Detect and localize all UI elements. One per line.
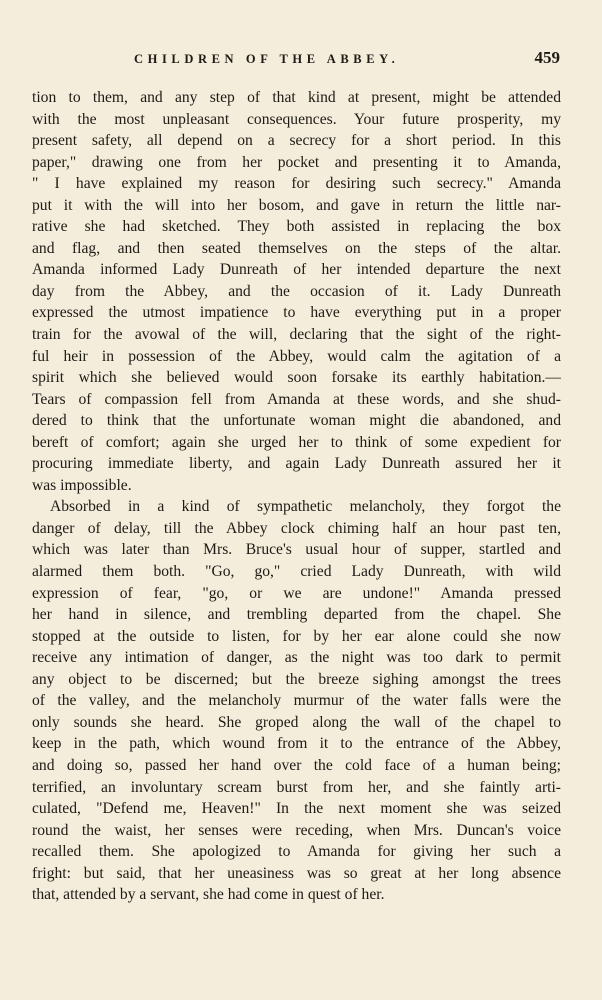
- text-line: [32, 152, 561, 174]
- text-line-content: alarmed them both. "Go, go," cried Lady Dunreath, with wild: [32, 563, 561, 581]
- text-line-content: only sounds she heard. She groped along the wall of the chapel to: [32, 713, 561, 731]
- text-line: [32, 561, 561, 583]
- text-line-content: expressed the utmost impatience to have everything put in a proper: [32, 304, 561, 322]
- text-line-content: Absorbed in a kind of sympathetic melancholy, they forgot the: [50, 498, 561, 516]
- text-line-content: of the valley, and the melancholy murmur of the water falls were the: [32, 692, 561, 710]
- text-line: [32, 539, 561, 561]
- text-line: [32, 647, 561, 669]
- text-line: [32, 755, 561, 777]
- text-line: [32, 410, 561, 432]
- text-line-content: expression of fear, "go, or we are undone!" Amanda pressed: [32, 584, 561, 602]
- text-line: [32, 690, 561, 712]
- text-line-content: " I have explained my reason for desiring such secrecy." Amanda: [32, 175, 561, 193]
- text-line: [32, 367, 561, 389]
- text-line: [32, 518, 561, 540]
- text-line: [32, 841, 561, 863]
- text-line-content: terrified, an involuntary scream burst from her, and she faintly arti-: [32, 778, 561, 796]
- text-line-content: fright: but said, that her uneasiness was so great at her long absence: [32, 864, 561, 882]
- paragraph: [32, 87, 561, 496]
- text-line-content: culated, "Defend me, Heaven!" In the next moment she was seized: [32, 800, 561, 818]
- text-line: [32, 733, 561, 755]
- text-line: [32, 863, 561, 885]
- text-line: [32, 604, 561, 626]
- text-line-content: train for the avowal of the will, declaring that the sight of the right-: [32, 326, 561, 344]
- text-line: [32, 777, 561, 799]
- text-line-content: round the waist, her senses were receding, when Mrs. Duncan's voice: [32, 821, 561, 839]
- text-line-content: Tears of compassion fell from Amanda at these words, and she shud-: [32, 390, 561, 408]
- text-line: [32, 238, 561, 260]
- page-header: [0, 48, 602, 72]
- text-line-content: was impossible.: [32, 476, 132, 494]
- page-number: 459: [534, 48, 560, 67]
- text-line: [32, 173, 561, 195]
- text-line: [32, 302, 561, 324]
- text-line-content: put it with the will into her bosom, and gave in return the little nar-: [32, 196, 561, 214]
- text-line: [32, 195, 561, 217]
- text-line-content: Amanda informed Lady Dunreath of her intended departure the next: [32, 261, 561, 279]
- text-line: [32, 130, 561, 152]
- text-line-content: bereft of comfort; again she urged her to think of some expedient for: [32, 433, 561, 451]
- text-line-content: her hand in silence, and trembling departed from the chapel. She: [32, 606, 561, 624]
- text-line: [32, 87, 561, 109]
- text-line-content: stopped at the outside to listen, for by her ear alone could she now: [32, 627, 561, 645]
- text-line: [32, 432, 561, 454]
- text-line-content: with the most unpleasant consequences. Your future prosperity, my: [32, 110, 561, 128]
- text-line-content: that, attended by a servant, she had come in quest of her.: [32, 886, 385, 904]
- text-line: [32, 669, 561, 691]
- text-line: [32, 583, 561, 605]
- text-line: [32, 712, 561, 734]
- text-line-content: day from the Abbey, and the occasion of it. Lady Dunreath: [32, 282, 561, 300]
- text-line: [32, 389, 561, 411]
- text-line-content: which was later than Mrs. Bruce's usual hour of supper, startled and: [32, 541, 561, 559]
- text-line-content: dered to think that the unfortunate woman might die abandoned, and: [32, 412, 561, 430]
- body-text: [32, 87, 561, 906]
- text-line-content: keep in the path, which wound from it to the entrance of the Abbey,: [32, 735, 561, 753]
- text-line-content: recalled them. She apologized to Amanda for giving her such a: [32, 843, 561, 861]
- text-line-content: spirit which she believed would soon forsake its earthly habitation.—: [32, 369, 561, 387]
- running-head: CHILDREN OF THE ABBEY.: [134, 52, 400, 66]
- text-line: [32, 820, 561, 842]
- text-line-content: procuring immediate liberty, and again Lady Dunreath assured her it: [32, 455, 561, 473]
- text-line-content: tion to them, and any step of that kind at present, might be attended: [32, 89, 561, 106]
- text-line: [32, 475, 561, 497]
- text-line: [32, 259, 561, 281]
- text-line-content: receive any intimation of danger, as the night was too dark to permit: [32, 649, 561, 667]
- text-line: [32, 324, 561, 346]
- text-line: [32, 346, 561, 368]
- text-line-content: any object to be discerned; but the breeze sighing amongst the trees: [32, 670, 561, 688]
- text-line-content: present safety, all depend on a secrecy for a short period. In this: [32, 132, 561, 150]
- text-line: [32, 109, 561, 131]
- text-line: [32, 216, 561, 238]
- text-line-content: ful heir in possession of the Abbey, would calm the agitation of a: [32, 347, 561, 365]
- text-line: [32, 626, 561, 648]
- paragraph-container: [32, 87, 561, 906]
- text-line: [32, 884, 561, 906]
- text-line: [32, 281, 561, 303]
- text-line-content: danger of delay, till the Abbey clock chiming half an hour past ten,: [32, 519, 561, 537]
- text-line: [32, 496, 561, 518]
- text-line: [32, 453, 561, 475]
- text-line-content: rative she had sketched. They both assisted in replacing the box: [32, 218, 561, 236]
- text-line: [32, 798, 561, 820]
- text-line-content: and doing so, passed her hand over the cold face of a human being;: [32, 756, 561, 774]
- paragraph: [32, 496, 561, 905]
- text-line-content: paper," drawing one from her pocket and presenting it to Amanda,: [32, 153, 561, 171]
- text-line-content: and flag, and then seated themselves on the steps of the altar.: [32, 239, 561, 257]
